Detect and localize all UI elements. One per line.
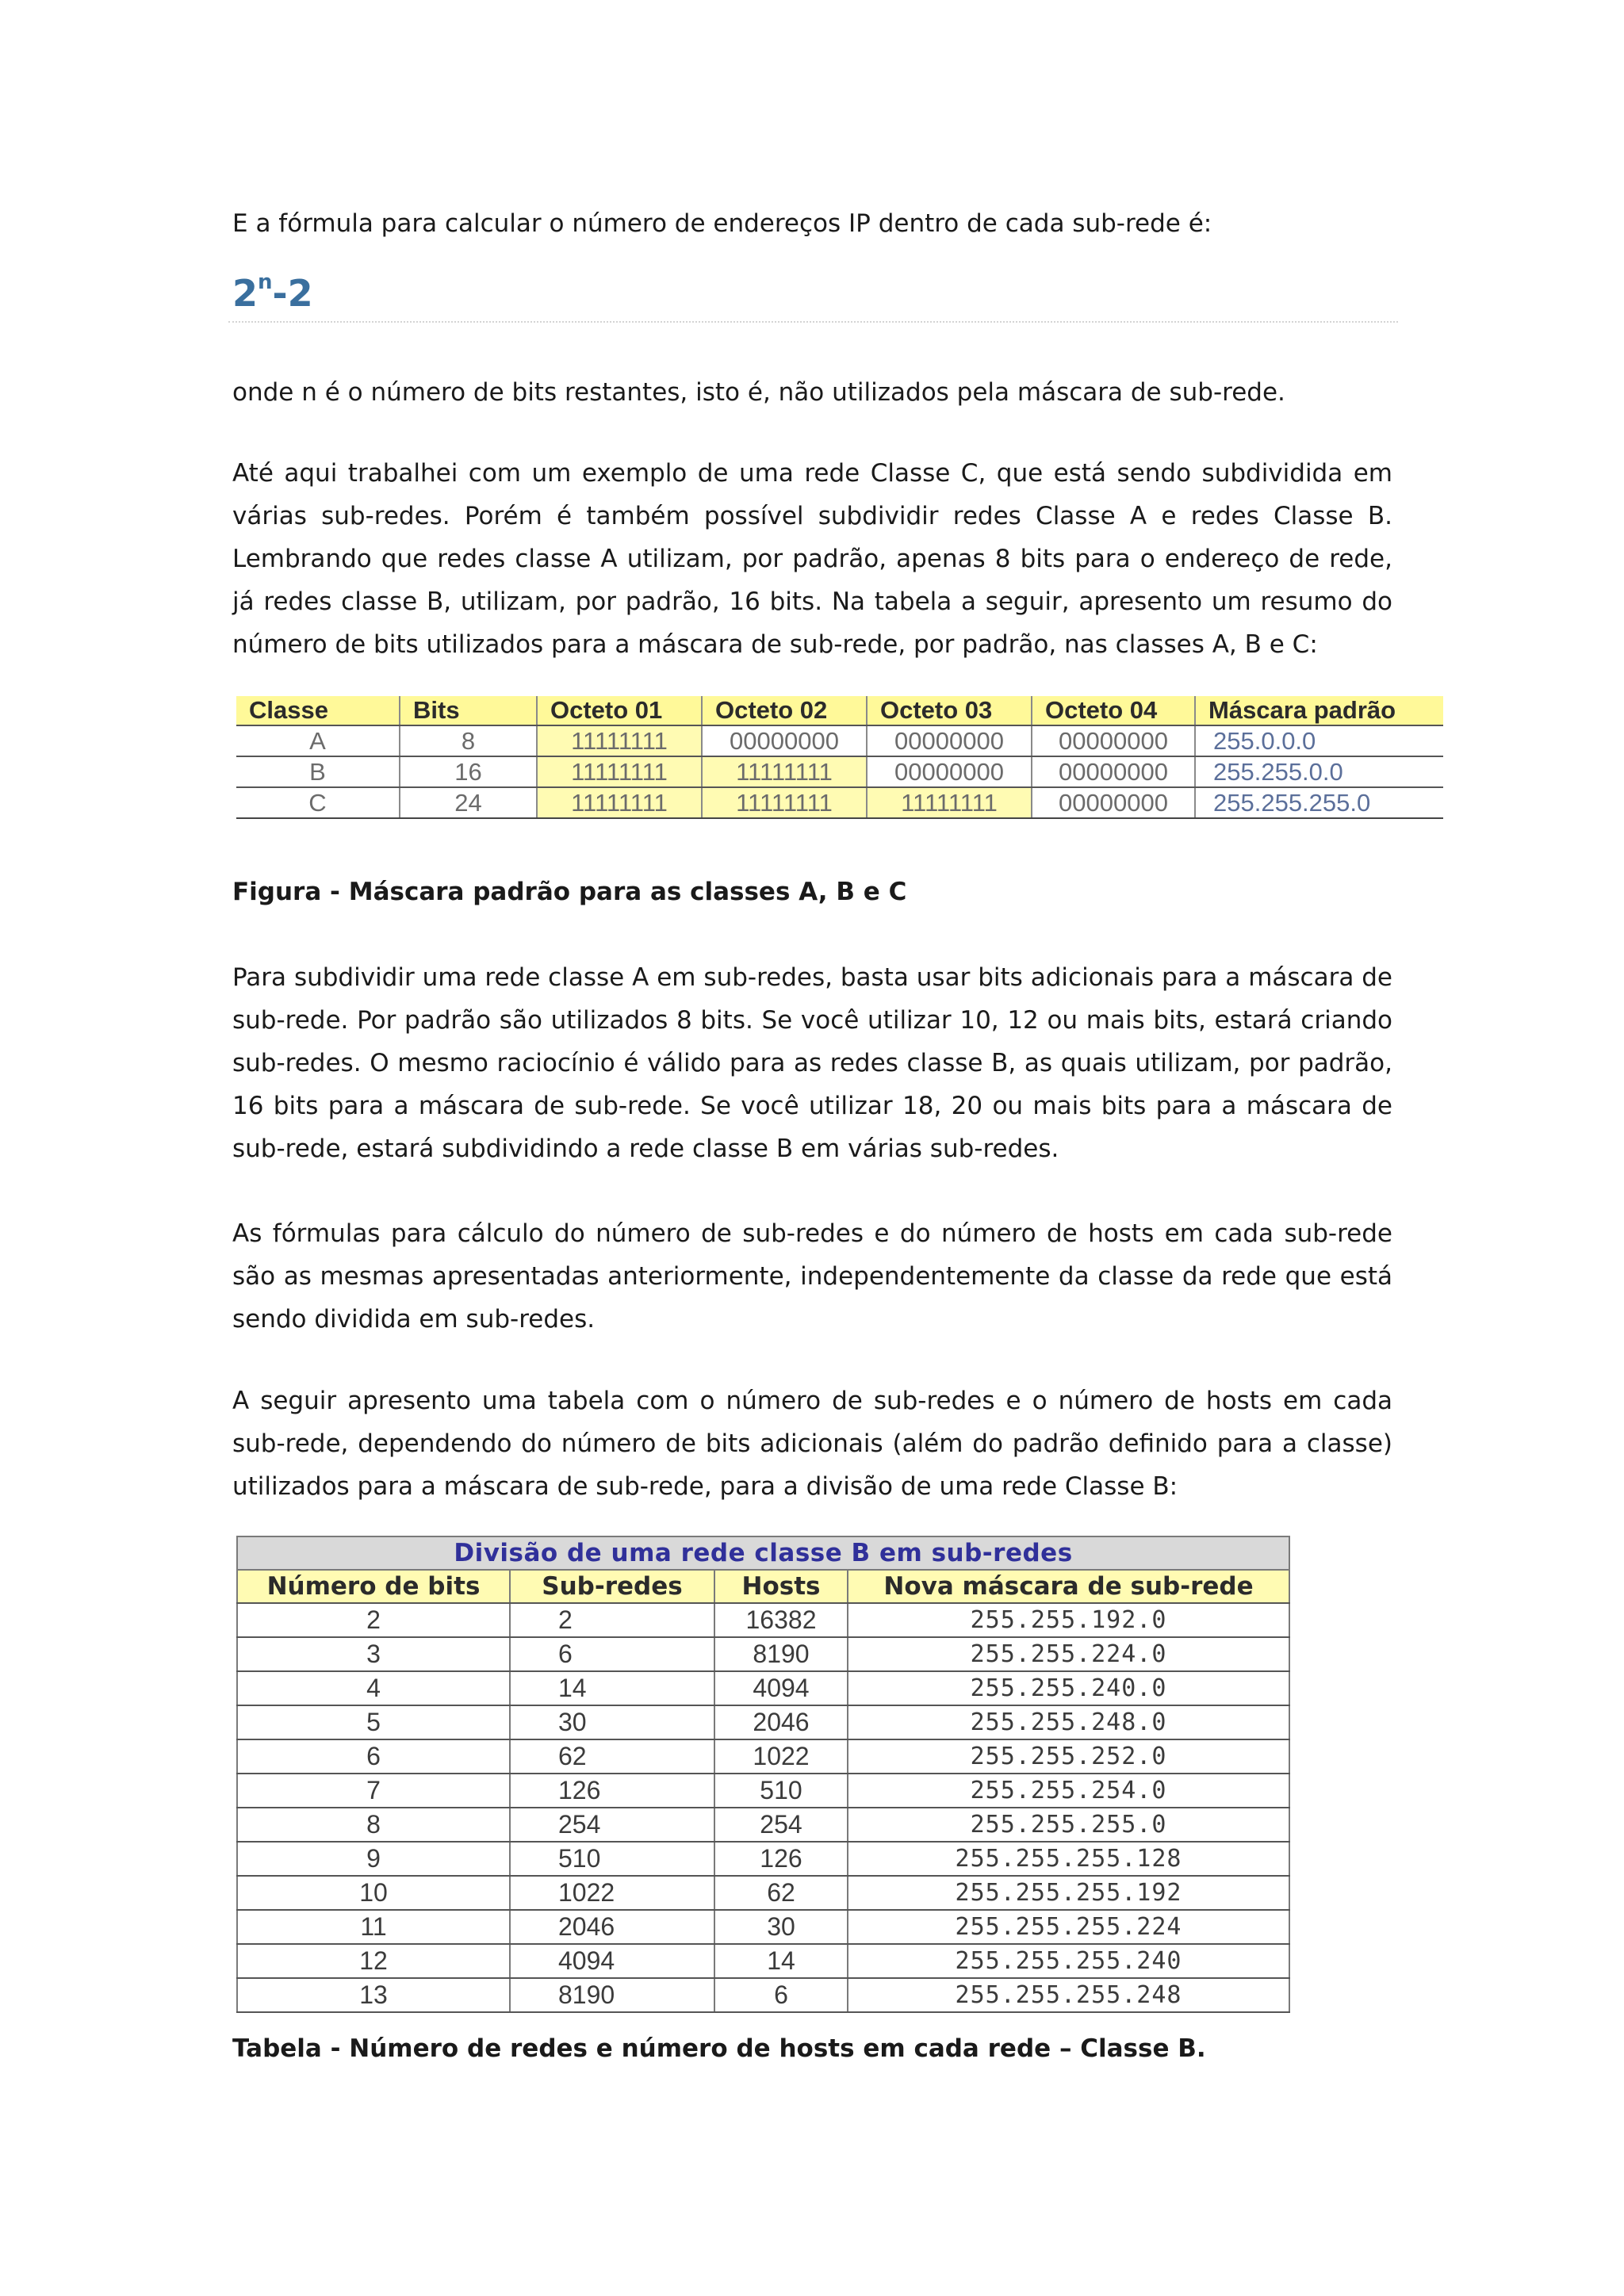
cell-octeto: 11111111 [537, 725, 702, 756]
cell-octeto: 00000000 [1032, 756, 1195, 787]
cell-hosts: 1022 [714, 1739, 848, 1774]
cell-numero-de-bits: 3 [237, 1637, 510, 1671]
default-mask-table [236, 696, 1443, 819]
cell-mascara: 255.255.0.0 [1195, 756, 1443, 787]
table-row [237, 1910, 1289, 1944]
figure-caption: Figura - Máscara padrão para as classes A, B e C [232, 878, 907, 906]
cell-numero-de-bits: 13 [237, 1978, 510, 2012]
cell-hosts: 126 [714, 1842, 848, 1876]
cell-classe: C [236, 787, 400, 818]
cell-numero-de-bits: 6 [237, 1739, 510, 1774]
dotted-divider [228, 321, 1398, 323]
header-nova-mascara: Nova máscara de sub-rede [848, 1570, 1289, 1603]
cell-mascara: 255.255.248.0 [848, 1705, 1289, 1739]
header-octeto-01: Octeto 01 [537, 696, 702, 725]
cell-mascara: 255.255.255.192 [848, 1876, 1289, 1910]
paragraph-classes: Até aqui trabalhei com um exemplo de uma rede Classe C, que está sendo subdividida em várias sub-redes. Porém é também possível subdividir redes Classe A e redes Classe B. Lembrando que redes classe A utilizam, por padrão, apenas 8 bits para o endereço de rede, já redes classe B, utilizam, por padrão, 16 bits. Na tabela a seguir, apresento um resumo do número de bits utilizados para a máscara de sub-rede, por padrão, nas classes A, B e C: [232, 459, 1392, 659]
cell-octeto: 00000000 [1032, 787, 1195, 818]
formula-heading [232, 270, 313, 317]
cell-hosts: 16382 [714, 1603, 848, 1637]
cell-sub-redes: 62 [510, 1739, 714, 1774]
table-row [237, 1774, 1289, 1808]
cell-hosts: 510 [714, 1774, 848, 1808]
table-caption: Tabela - Número de redes e número de hosts em cada rede – Classe B. [232, 2034, 1206, 2063]
cell-hosts: 8190 [714, 1637, 848, 1671]
cell-sub-redes: 8190 [510, 1978, 714, 2012]
cell-sub-redes: 2046 [510, 1910, 714, 1944]
formula-tail: -2 [272, 272, 313, 315]
header-hosts: Hosts [714, 1570, 848, 1603]
cell-classe: A [236, 725, 400, 756]
table-row [236, 756, 1443, 787]
cell-octeto: 00000000 [867, 756, 1032, 787]
cell-bits: 24 [400, 787, 537, 818]
cell-mascara: 255.255.224.0 [848, 1637, 1289, 1671]
header-octeto-02: Octeto 02 [702, 696, 867, 725]
cell-numero-de-bits: 4 [237, 1671, 510, 1705]
cell-numero-de-bits: 10 [237, 1876, 510, 1910]
cell-hosts: 2046 [714, 1705, 848, 1739]
paragraph-subdivide: Para subdividir uma rede classe A em sub-redes, basta usar bits adicionais para a máscara de sub-rede. Por padrão são utilizados 8 bits. Se você utilizar 10, 12 ou mais bits, estará criando sub-redes. O mesmo raciocínio é válido para as redes classe B, as quais utilizam, por padrão, 16 bits para a máscara de sub-rede. Se você utilizar 18, 20 ou mais bits para a máscara de sub-rede, estará subdividindo a rede classe B em várias sub-redes. [232, 963, 1392, 1163]
cell-mascara: 255.0.0.0 [1195, 725, 1443, 756]
formula-exponent: n [258, 270, 273, 294]
cell-sub-redes: 30 [510, 1705, 714, 1739]
table-body [237, 1603, 1289, 2012]
cell-bits: 8 [400, 725, 537, 756]
cell-octeto: 11111111 [702, 787, 867, 818]
cell-sub-redes: 254 [510, 1808, 714, 1842]
table-row [237, 1944, 1289, 1978]
cell-sub-redes: 510 [510, 1842, 714, 1876]
cell-mascara: 255.255.252.0 [848, 1739, 1289, 1774]
cell-octeto: 11111111 [867, 787, 1032, 818]
cell-hosts: 62 [714, 1876, 848, 1910]
cell-numero-de-bits: 2 [237, 1603, 510, 1637]
formula-base: 2 [232, 272, 259, 315]
cell-sub-redes: 2 [510, 1603, 714, 1637]
cell-numero-de-bits: 12 [237, 1944, 510, 1978]
cell-hosts: 14 [714, 1944, 848, 1978]
cell-octeto: 11111111 [537, 756, 702, 787]
cell-mascara: 255.255.240.0 [848, 1671, 1289, 1705]
cell-numero-de-bits: 9 [237, 1842, 510, 1876]
header-bits: Bits [400, 696, 537, 725]
cell-mascara: 255.255.255.0 [1195, 787, 1443, 818]
header-mascara-padrao: Máscara padrão [1195, 696, 1443, 725]
table-row [237, 1808, 1289, 1842]
header-octeto-04: Octeto 04 [1032, 696, 1195, 725]
table-title-row [237, 1536, 1289, 1570]
table-row [237, 1978, 1289, 2012]
cell-numero-de-bits: 5 [237, 1705, 510, 1739]
cell-hosts: 4094 [714, 1671, 848, 1705]
header-classe: Classe [236, 696, 400, 725]
cell-bits: 16 [400, 756, 537, 787]
table-row [237, 1637, 1289, 1671]
cell-mascara: 255.255.192.0 [848, 1603, 1289, 1637]
class-b-subnet-table [236, 1536, 1290, 2013]
cell-classe: B [236, 756, 400, 787]
paragraph-formulas: As fórmulas para cálculo do número de sub-redes e do número de hosts em cada sub-rede são as mesmas apresentadas anteriormente, independentemente da classe da rede que está sendo dividida em sub-redes. [232, 1219, 1392, 1334]
cell-hosts: 6 [714, 1978, 848, 2012]
cell-mascara: 255.255.255.0 [848, 1808, 1289, 1842]
cell-hosts: 30 [714, 1910, 848, 1944]
header-sub-redes: Sub-redes [510, 1570, 714, 1603]
cell-sub-redes: 1022 [510, 1876, 714, 1910]
table-header-row [237, 1570, 1289, 1603]
intro-paragraph: E a fórmula para calcular o número de endereços IP dentro de cada sub-rede é: [232, 209, 1212, 238]
table-row [237, 1603, 1289, 1637]
cell-mascara: 255.255.255.240 [848, 1944, 1289, 1978]
cell-hosts: 254 [714, 1808, 848, 1842]
table-title: Divisão de uma rede classe B em sub-redes [237, 1536, 1289, 1570]
cell-sub-redes: 126 [510, 1774, 714, 1808]
paragraph-table2-intro: A seguir apresento uma tabela com o número de sub-redes e o número de hosts em cada sub-rede, dependendo do número de bits adicionais (além do padrão definido para a classe) utilizados para a máscara de sub-rede, para a divisão de uma rede Classe B: [232, 1387, 1392, 1501]
table-row [236, 725, 1443, 756]
cell-octeto: 00000000 [702, 725, 867, 756]
cell-mascara: 255.255.255.248 [848, 1978, 1289, 2012]
cell-mascara: 255.255.254.0 [848, 1774, 1289, 1808]
table-row [237, 1671, 1289, 1705]
cell-sub-redes: 6 [510, 1637, 714, 1671]
cell-numero-de-bits: 8 [237, 1808, 510, 1842]
cell-numero-de-bits: 7 [237, 1774, 510, 1808]
table-row [237, 1876, 1289, 1910]
cell-mascara: 255.255.255.128 [848, 1842, 1289, 1876]
cell-sub-redes: 14 [510, 1671, 714, 1705]
cell-sub-redes: 4094 [510, 1944, 714, 1978]
cell-octeto: 11111111 [702, 756, 867, 787]
table-row [236, 787, 1443, 818]
table-row [237, 1705, 1289, 1739]
cell-numero-de-bits: 11 [237, 1910, 510, 1944]
paragraph-n-definition: onde n é o número de bits restantes, isto é, não utilizados pela máscara de sub-rede. [232, 378, 1285, 407]
cell-octeto: 11111111 [537, 787, 702, 818]
cell-octeto: 00000000 [867, 725, 1032, 756]
table-row [237, 1842, 1289, 1876]
header-octeto-03: Octeto 03 [867, 696, 1032, 725]
table-header-row [236, 696, 1443, 725]
cell-mascara: 255.255.255.224 [848, 1910, 1289, 1944]
header-numero-de-bits: Número de bits [237, 1570, 510, 1603]
cell-octeto: 00000000 [1032, 725, 1195, 756]
table-row [237, 1739, 1289, 1774]
